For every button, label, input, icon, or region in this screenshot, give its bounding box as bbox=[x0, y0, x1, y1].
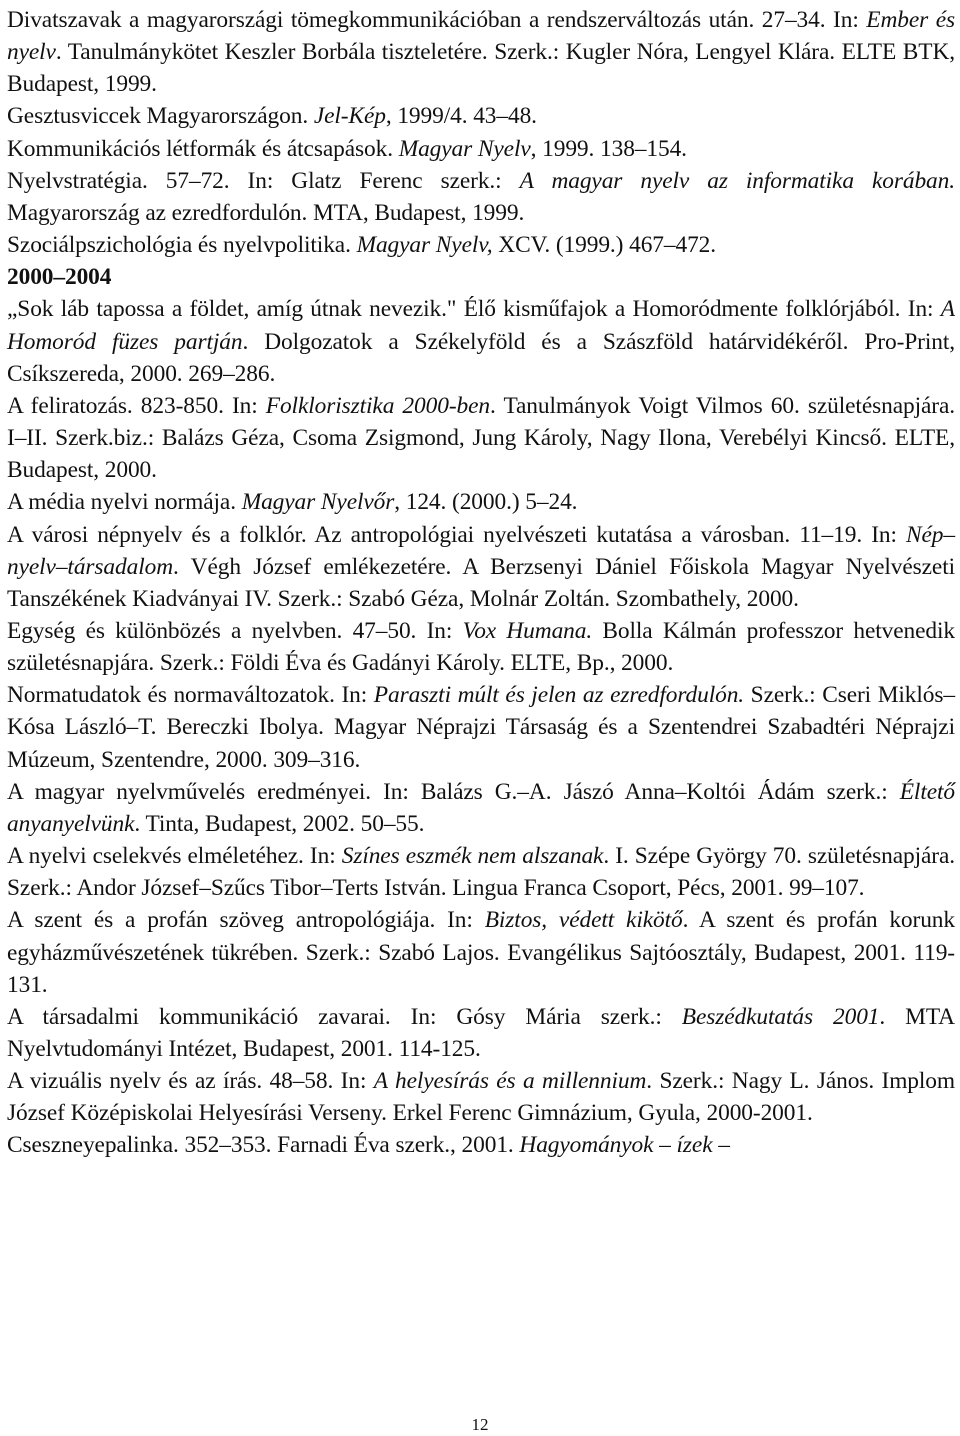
entry-text: A szent és a profán szöveg antropológiája. In: bbox=[7, 907, 485, 934]
entry-text: Gesztusviccek Magyarországon. bbox=[7, 103, 314, 130]
entry-title-italic: Színes eszmék nem alszanak bbox=[341, 843, 604, 870]
entry-text: XCV. (1999.) 467–472. bbox=[492, 232, 717, 259]
entry-text: Cseszneyepalinka. 352–353. Farnadi Éva szerk., 2001. bbox=[7, 1132, 520, 1159]
bibliography-entry bbox=[7, 679, 955, 775]
bibliography-entry bbox=[7, 293, 955, 389]
bibliography-entry bbox=[7, 4, 955, 100]
entry-text: A vizuális nyelv és az írás. 48–58. In: bbox=[7, 1068, 374, 1095]
bibliography-entry bbox=[7, 390, 955, 486]
entry-text: , 1999/4. 43–48. bbox=[385, 103, 537, 130]
entry-text: . Végh József emlékezetére. A Berzsenyi Dániel Főiskola Magyar Nyelvészeti Tanszékének Kiadványai IV. Szerk.: Szabó Géza, Molnár Zoltán. Szombathely, 2000. bbox=[7, 553, 955, 612]
bibliography-entry bbox=[7, 904, 955, 1000]
bibliography-entry bbox=[7, 776, 955, 840]
bibliography-entry bbox=[7, 1065, 955, 1129]
entry-text: Nyelvstratégia. 57–72. In: Glatz Ferenc szerk.: bbox=[7, 167, 520, 194]
entry-text: . Dolgozatok a Székelyföld és a Szászföld határvidékéről. Pro-Print, Csíkszereda, 2000. 269–286. bbox=[7, 328, 955, 387]
entry-title-italic: Jel-Kép bbox=[313, 103, 386, 130]
entry-text: . A szent és profán korunk egyházművészetének tükrében. Szerk.: Szabó Lajos. Evangélikus Sajtóosztály, Budapest, 2001. 119-131. bbox=[7, 907, 956, 998]
entry-text: A városi népnyelv és a folklór. Az antropológiai nyelvészeti kutatása a városban. 11–19. In: bbox=[7, 521, 907, 548]
entry-text: Divatszavak a magyarországi tömegkommunikációban a rendszerváltozás után. 27–34. In: bbox=[7, 7, 867, 33]
entry-title-italic: Ember és nyelv bbox=[7, 7, 955, 66]
bibliography-entry bbox=[7, 133, 955, 165]
entry-text: . Tinta, Budapest, 2002. 50–55. bbox=[134, 810, 425, 837]
entry-title-italic: Éltető anyanyelvünk bbox=[7, 778, 955, 837]
entry-title-italic: Hagyományok – ízek – bbox=[519, 1132, 730, 1159]
bibliography-entry bbox=[7, 486, 955, 518]
year-heading: 2000–2004 bbox=[7, 264, 112, 291]
bibliography-entry bbox=[7, 1129, 955, 1161]
entry-title-italic: Vox Humana. bbox=[462, 617, 593, 644]
entry-text: Szerk.: Cseri Miklós–Kósa László–T. Bereczki Ibolya. Magyar Néprajzi Társaság és a Szentendrei Szabadtéri Néprajzi Múzeum, Szentendre, 2000. 309–316. bbox=[7, 682, 955, 773]
entry-title-italic: Folklorisztika 2000-ben bbox=[265, 392, 490, 419]
bibliography-entry bbox=[7, 165, 955, 229]
bibliography-entry bbox=[7, 1001, 955, 1065]
entry-title-italic: Nép–nyelv–társadalom bbox=[7, 521, 955, 580]
entry-text: , 124. (2000.) 5–24. bbox=[394, 489, 578, 516]
entry-text: . Tanulmánykötet Keszler Borbála tiszteletére. Szerk.: Kugler Nóra, Lengyel Klára. ELTE BTK, Budapest, 1999. bbox=[7, 39, 955, 98]
entry-title-italic: A helyesírás és a millennium bbox=[373, 1068, 647, 1095]
entry-title-italic: Magyar Nyelv bbox=[398, 135, 531, 162]
entry-title-italic: Magyar Nyelvőr bbox=[241, 489, 395, 516]
entry-text: A média nyelvi normája. bbox=[7, 489, 242, 516]
entry-text: Bolla Kálmán professzor hetvenedik születésnapjára. Szerk.: Földi Éva és Gadányi Károly. ELTE, Bp., 2000. bbox=[7, 617, 955, 677]
entry-text: , 1999. 138–154. bbox=[530, 135, 687, 162]
entry-text: Normatudatok és normaváltozatok. In: bbox=[7, 682, 374, 709]
bibliography-entry bbox=[7, 615, 955, 679]
bibliography-entry bbox=[7, 840, 955, 904]
entry-text: A nyelvi cselekvés elméletéhez. In: bbox=[7, 843, 342, 870]
page-number: 12 bbox=[471, 1415, 489, 1434]
entry-text: „Sok láb tapossa a földet, amíg útnak nevezik." Élő kisműfajok a Homoródmente folklórjából. In: bbox=[7, 296, 941, 323]
entry-title-italic: Paraszti múlt és jelen az ezredfordulón. bbox=[373, 682, 745, 709]
bibliography-entry bbox=[7, 100, 955, 132]
bibliography-entry bbox=[7, 519, 955, 615]
entry-text: Kommunikációs létformák és átcsapások. bbox=[7, 135, 399, 162]
entry-text: Szociálpszichológia és nyelvpolitika. bbox=[7, 232, 357, 259]
entry-title-italic: A magyar nyelv az informatika korában. bbox=[519, 167, 955, 194]
entry-title-italic: A Homoród füzes partján bbox=[7, 296, 955, 355]
bibliography-page bbox=[7, 4, 955, 1162]
entry-text: . Szerk.: Nagy L. János. Implom József Középiskolai Helyesírási Verseny. Erkel Ferenc Gimnázium, Gyula, 2000-2001. bbox=[7, 1068, 955, 1127]
entry-text: . Tanulmányok Voigt Vilmos 60. születésnapjára. I–II. Szerk.biz.: Balázs Géza, Csoma Zsigmond, Jung Károly, Nagy Ilona, Verebélyi Kincső. ELTE, Budapest, 2000. bbox=[7, 392, 955, 484]
bibliography-entry bbox=[7, 229, 955, 261]
entry-title-italic: Beszédkutatás 2001 bbox=[681, 1003, 880, 1030]
entry-title-italic: Magyar Nyelv, bbox=[356, 232, 493, 259]
entry-text: . MTA Nyelvtudományi Intézet, Budapest, 2001. 114-125. bbox=[7, 1003, 955, 1062]
entry-title-italic: Biztos, védett kikötő bbox=[484, 907, 683, 934]
entry-text: Magyarország az ezredfordulón. MTA, Budapest, 1999. bbox=[7, 199, 525, 226]
entry-text: . I. Szépe György 70. születésnapjára. Szerk.: Andor József–Szűcs Tibor–Terts István. Lingua Franca Csoport, Pécs, 2001. 99–107. bbox=[7, 843, 955, 902]
entry-text: A társadalmi kommunikáció zavarai. In: Gósy Mária szerk.: bbox=[7, 1003, 682, 1030]
entry-text: A magyar nyelvművelés eredményei. In: Balázs G.–A. Jászó Anna–Koltói Ádám szerk.: bbox=[7, 778, 900, 805]
entry-text: Egység és különbözés a nyelvben. 47–50. In: bbox=[7, 617, 463, 644]
entry-text: A feliratozás. 823-850. In: bbox=[7, 392, 266, 419]
